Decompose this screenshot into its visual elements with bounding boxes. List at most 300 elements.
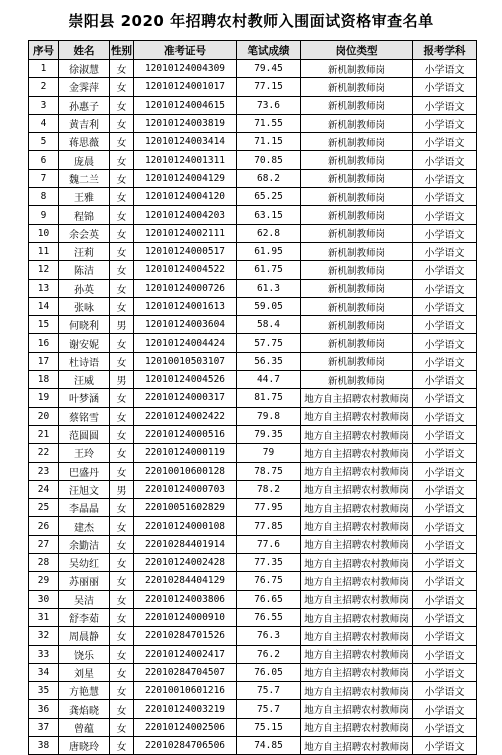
cell-post: 新机制教师岗 <box>301 242 413 260</box>
cell-subject: 小学语文 <box>413 590 477 608</box>
cell-score: 61.3 <box>237 279 301 297</box>
cell-seq: 31 <box>29 608 59 626</box>
header-row <box>29 41 477 60</box>
cell-score: 81.75 <box>237 389 301 407</box>
table-row <box>29 700 477 718</box>
cell-post: 地方自主招聘农村教师岗 <box>301 480 413 498</box>
cell-seq: 15 <box>29 316 59 334</box>
cell-ticket: 22010124002422 <box>134 407 237 425</box>
cell-score: 79.35 <box>237 425 301 443</box>
cell-name: 王雅 <box>59 188 110 206</box>
cell-score: 73.6 <box>237 96 301 114</box>
cell-seq: 30 <box>29 590 59 608</box>
cell-post: 地方自主招聘农村教师岗 <box>301 572 413 590</box>
cell-seq: 16 <box>29 334 59 352</box>
cell-seq: 11 <box>29 242 59 260</box>
cell-gender: 女 <box>110 590 134 608</box>
cell-seq: 32 <box>29 627 59 645</box>
cell-score: 61.95 <box>237 242 301 260</box>
cell-seq: 17 <box>29 352 59 370</box>
cell-subject: 小学语文 <box>413 444 477 462</box>
cell-ticket: 22010284706506 <box>134 736 237 754</box>
table-body <box>29 60 477 755</box>
cell-post: 地方自主招聘农村教师岗 <box>301 736 413 754</box>
cell-gender: 女 <box>110 133 134 151</box>
cell-subject: 小学语文 <box>413 389 477 407</box>
cell-ticket: 22010124000910 <box>134 608 237 626</box>
cell-gender: 女 <box>110 407 134 425</box>
cell-seq: 14 <box>29 297 59 315</box>
cell-name: 刘星 <box>59 663 110 681</box>
cell-gender: 女 <box>110 297 134 315</box>
cell-post: 地方自主招聘农村教师岗 <box>301 718 413 736</box>
cell-score: 75.15 <box>237 718 301 736</box>
table-row <box>29 261 477 279</box>
cell-score: 59.05 <box>237 297 301 315</box>
cell-score: 74.85 <box>237 736 301 754</box>
cell-post: 新机制教师岗 <box>301 96 413 114</box>
table-row <box>29 224 477 242</box>
cell-post: 新机制教师岗 <box>301 371 413 389</box>
cell-subject: 小学语文 <box>413 627 477 645</box>
cell-seq: 37 <box>29 718 59 736</box>
cell-seq: 6 <box>29 151 59 169</box>
cell-name: 舒李茹 <box>59 608 110 626</box>
cell-seq: 19 <box>29 389 59 407</box>
cell-gender: 女 <box>110 444 134 462</box>
cell-gender: 女 <box>110 627 134 645</box>
cell-score: 61.75 <box>237 261 301 279</box>
cell-seq: 36 <box>29 700 59 718</box>
cell-gender: 女 <box>110 462 134 480</box>
cell-gender: 女 <box>110 224 134 242</box>
cell-post: 新机制教师岗 <box>301 261 413 279</box>
cell-subject: 小学语文 <box>413 261 477 279</box>
cell-post: 地方自主招聘农村教师岗 <box>301 663 413 681</box>
cell-ticket: 12010124000726 <box>134 279 237 297</box>
table-row <box>29 242 477 260</box>
cell-gender: 男 <box>110 480 134 498</box>
cell-post: 地方自主招聘农村教师岗 <box>301 462 413 480</box>
cell-ticket: 12010124004522 <box>134 261 237 279</box>
cell-name: 孙惠子 <box>59 96 110 114</box>
cell-ticket: 22010124002428 <box>134 554 237 572</box>
cell-ticket: 12010010503107 <box>134 352 237 370</box>
cell-post: 新机制教师岗 <box>301 188 413 206</box>
header-gender: 性别 <box>110 41 134 60</box>
cell-ticket: 12010124004309 <box>134 60 237 78</box>
cell-score: 76.65 <box>237 590 301 608</box>
table-row <box>29 663 477 681</box>
cell-score: 57.75 <box>237 334 301 352</box>
cell-name: 徐淑慧 <box>59 60 110 78</box>
cell-ticket: 12010124001613 <box>134 297 237 315</box>
cell-ticket: 12010124004129 <box>134 169 237 187</box>
cell-name: 余会英 <box>59 224 110 242</box>
table-row <box>29 645 477 663</box>
cell-subject: 小学语文 <box>413 371 477 389</box>
cell-score: 79.8 <box>237 407 301 425</box>
cell-seq: 2 <box>29 78 59 96</box>
cell-gender: 女 <box>110 279 134 297</box>
cell-seq: 8 <box>29 188 59 206</box>
cell-name: 范圆圆 <box>59 425 110 443</box>
cell-ticket: 12010124003414 <box>134 133 237 151</box>
cell-name: 周晨静 <box>59 627 110 645</box>
cell-subject: 小学语文 <box>413 242 477 260</box>
table-row <box>29 499 477 517</box>
cell-name: 李晶晶 <box>59 499 110 517</box>
table-row <box>29 96 477 114</box>
cell-score: 77.85 <box>237 517 301 535</box>
cell-subject: 小学语文 <box>413 188 477 206</box>
header-name: 姓名 <box>59 41 110 60</box>
table-row <box>29 736 477 754</box>
cell-score: 75.7 <box>237 700 301 718</box>
cell-name: 唐晓玲 <box>59 736 110 754</box>
cell-ticket: 22010124003806 <box>134 590 237 608</box>
cell-seq: 34 <box>29 663 59 681</box>
table-row <box>29 572 477 590</box>
cell-name: 巴盛丹 <box>59 462 110 480</box>
cell-name: 陈洁 <box>59 261 110 279</box>
cell-score: 77.15 <box>237 78 301 96</box>
cell-score: 77.6 <box>237 535 301 553</box>
cell-subject: 小学语文 <box>413 169 477 187</box>
cell-name: 吴幼红 <box>59 554 110 572</box>
cell-ticket: 22010124002417 <box>134 645 237 663</box>
cell-name: 庞晨 <box>59 151 110 169</box>
page-title: 崇阳县 2020 年招聘农村教师入围面试资格审查名单 <box>68 12 434 30</box>
cell-gender: 女 <box>110 535 134 553</box>
cell-ticket: 12010124001311 <box>134 151 237 169</box>
table-row <box>29 169 477 187</box>
cell-gender: 女 <box>110 151 134 169</box>
cell-seq: 27 <box>29 535 59 553</box>
cell-gender: 女 <box>110 499 134 517</box>
cell-subject: 小学语文 <box>413 60 477 78</box>
cell-gender: 女 <box>110 718 134 736</box>
cell-subject: 小学语文 <box>413 279 477 297</box>
cell-post: 地方自主招聘农村教师岗 <box>301 554 413 572</box>
cell-post: 地方自主招聘农村教师岗 <box>301 700 413 718</box>
cell-name: 建杰 <box>59 517 110 535</box>
cell-subject: 小学语文 <box>413 407 477 425</box>
cell-subject: 小学语文 <box>413 572 477 590</box>
cell-seq: 1 <box>29 60 59 78</box>
table-row <box>29 444 477 462</box>
table-row <box>29 78 477 96</box>
cell-score: 56.35 <box>237 352 301 370</box>
cell-name: 魏二兰 <box>59 169 110 187</box>
cell-ticket: 22010124002506 <box>134 718 237 736</box>
cell-name: 汪威 <box>59 371 110 389</box>
cell-gender: 女 <box>110 572 134 590</box>
cell-post: 地方自主招聘农村教师岗 <box>301 682 413 700</box>
cell-subject: 小学语文 <box>413 608 477 626</box>
cell-post: 地方自主招聘农村教师岗 <box>301 389 413 407</box>
cell-name: 龚焰晓 <box>59 700 110 718</box>
table-row <box>29 535 477 553</box>
cell-seq: 9 <box>29 206 59 224</box>
table-row <box>29 334 477 352</box>
cell-name: 孙英 <box>59 279 110 297</box>
cell-gender: 女 <box>110 114 134 132</box>
cell-subject: 小学语文 <box>413 736 477 754</box>
cell-ticket: 22010284404129 <box>134 572 237 590</box>
cell-gender: 女 <box>110 352 134 370</box>
cell-ticket: 12010124004424 <box>134 334 237 352</box>
table-row <box>29 554 477 572</box>
cell-post: 新机制教师岗 <box>301 334 413 352</box>
cell-ticket: 22010284704507 <box>134 663 237 681</box>
cell-post: 新机制教师岗 <box>301 114 413 132</box>
cell-post: 地方自主招聘农村教师岗 <box>301 425 413 443</box>
cell-score: 77.35 <box>237 554 301 572</box>
table-row <box>29 718 477 736</box>
cell-gender: 女 <box>110 188 134 206</box>
cell-subject: 小学语文 <box>413 425 477 443</box>
cell-post: 地方自主招聘农村教师岗 <box>301 608 413 626</box>
cell-seq: 38 <box>29 736 59 754</box>
cell-subject: 小学语文 <box>413 480 477 498</box>
cell-name: 程锦 <box>59 206 110 224</box>
cell-subject: 小学语文 <box>413 224 477 242</box>
cell-gender: 女 <box>110 645 134 663</box>
cell-ticket: 22010010600128 <box>134 462 237 480</box>
cell-post: 新机制教师岗 <box>301 60 413 78</box>
cell-seq: 3 <box>29 96 59 114</box>
cell-ticket: 12010124004526 <box>134 371 237 389</box>
cell-ticket: 12010124001017 <box>134 78 237 96</box>
cell-subject: 小学语文 <box>413 700 477 718</box>
table-row <box>29 151 477 169</box>
cell-subject: 小学语文 <box>413 352 477 370</box>
cell-seq: 24 <box>29 480 59 498</box>
table-row <box>29 627 477 645</box>
table-row <box>29 279 477 297</box>
cell-seq: 26 <box>29 517 59 535</box>
cell-ticket: 22010284701526 <box>134 627 237 645</box>
cell-subject: 小学语文 <box>413 133 477 151</box>
cell-name: 吴洁 <box>59 590 110 608</box>
table-row <box>29 371 477 389</box>
cell-ticket: 12010124002111 <box>134 224 237 242</box>
cell-ticket: 22010124003219 <box>134 700 237 718</box>
cell-subject: 小学语文 <box>413 682 477 700</box>
cell-name: 余勤洁 <box>59 535 110 553</box>
cell-post: 地方自主招聘农村教师岗 <box>301 535 413 553</box>
cell-seq: 29 <box>29 572 59 590</box>
cell-seq: 21 <box>29 425 59 443</box>
table-row <box>29 206 477 224</box>
table-row <box>29 590 477 608</box>
cell-seq: 13 <box>29 279 59 297</box>
cell-ticket: 12010124004615 <box>134 96 237 114</box>
cell-score: 44.7 <box>237 371 301 389</box>
cell-ticket: 22010051602829 <box>134 499 237 517</box>
cell-post: 地方自主招聘农村教师岗 <box>301 627 413 645</box>
cell-score: 77.95 <box>237 499 301 517</box>
candidate-table <box>28 40 477 755</box>
cell-subject: 小学语文 <box>413 316 477 334</box>
cell-seq: 25 <box>29 499 59 517</box>
cell-post: 新机制教师岗 <box>301 169 413 187</box>
cell-gender: 女 <box>110 242 134 260</box>
cell-subject: 小学语文 <box>413 114 477 132</box>
cell-name: 杜诗语 <box>59 352 110 370</box>
cell-ticket: 22010124000108 <box>134 517 237 535</box>
cell-name: 叶梦涵 <box>59 389 110 407</box>
cell-gender: 女 <box>110 206 134 224</box>
cell-gender: 女 <box>110 736 134 754</box>
cell-seq: 5 <box>29 133 59 151</box>
table-row <box>29 517 477 535</box>
cell-seq: 12 <box>29 261 59 279</box>
cell-gender: 女 <box>110 334 134 352</box>
cell-subject: 小学语文 <box>413 718 477 736</box>
cell-ticket: 22010010601216 <box>134 682 237 700</box>
cell-seq: 22 <box>29 444 59 462</box>
cell-gender: 女 <box>110 60 134 78</box>
cell-gender: 女 <box>110 425 134 443</box>
table-row <box>29 133 477 151</box>
cell-score: 76.05 <box>237 663 301 681</box>
cell-name: 蒋思薇 <box>59 133 110 151</box>
cell-score: 63.15 <box>237 206 301 224</box>
cell-name: 汪旭文 <box>59 480 110 498</box>
cell-score: 78.75 <box>237 462 301 480</box>
cell-name: 苏丽丽 <box>59 572 110 590</box>
cell-subject: 小学语文 <box>413 297 477 315</box>
header-seq: 序号 <box>29 41 59 60</box>
cell-subject: 小学语文 <box>413 206 477 224</box>
cell-subject: 小学语文 <box>413 78 477 96</box>
cell-ticket: 12010124004203 <box>134 206 237 224</box>
header-subject: 报考学科 <box>413 41 477 60</box>
cell-score: 58.4 <box>237 316 301 334</box>
cell-subject: 小学语文 <box>413 334 477 352</box>
cell-name: 方艳慧 <box>59 682 110 700</box>
cell-name: 曾蕴 <box>59 718 110 736</box>
cell-score: 71.15 <box>237 133 301 151</box>
table-row <box>29 462 477 480</box>
cell-ticket: 22010124000516 <box>134 425 237 443</box>
cell-post: 地方自主招聘农村教师岗 <box>301 444 413 462</box>
cell-post: 新机制教师岗 <box>301 78 413 96</box>
table-row <box>29 352 477 370</box>
cell-score: 79.45 <box>237 60 301 78</box>
table-row <box>29 425 477 443</box>
cell-post: 新机制教师岗 <box>301 224 413 242</box>
header-post: 岗位类型 <box>301 41 413 60</box>
table-row <box>29 608 477 626</box>
cell-ticket: 12010124003819 <box>134 114 237 132</box>
cell-ticket: 22010284401914 <box>134 535 237 553</box>
cell-ticket: 22010124000317 <box>134 389 237 407</box>
cell-post: 新机制教师岗 <box>301 133 413 151</box>
cell-seq: 10 <box>29 224 59 242</box>
cell-name: 谢安妮 <box>59 334 110 352</box>
cell-gender: 女 <box>110 663 134 681</box>
cell-name: 蔡铭雪 <box>59 407 110 425</box>
cell-seq: 7 <box>29 169 59 187</box>
cell-seq: 23 <box>29 462 59 480</box>
table-row <box>29 480 477 498</box>
cell-subject: 小学语文 <box>413 663 477 681</box>
cell-seq: 35 <box>29 682 59 700</box>
cell-post: 地方自主招聘农村教师岗 <box>301 645 413 663</box>
cell-name: 金霁萍 <box>59 78 110 96</box>
cell-gender: 女 <box>110 608 134 626</box>
cell-gender: 女 <box>110 682 134 700</box>
cell-ticket: 22010124000119 <box>134 444 237 462</box>
cell-post: 新机制教师岗 <box>301 297 413 315</box>
cell-name: 王玲 <box>59 444 110 462</box>
cell-score: 78.2 <box>237 480 301 498</box>
table-row <box>29 297 477 315</box>
table-row <box>29 682 477 700</box>
cell-post: 新机制教师岗 <box>301 151 413 169</box>
cell-subject: 小学语文 <box>413 645 477 663</box>
cell-name: 黄吉利 <box>59 114 110 132</box>
cell-subject: 小学语文 <box>413 554 477 572</box>
cell-score: 70.85 <box>237 151 301 169</box>
cell-gender: 女 <box>110 261 134 279</box>
cell-name: 何晓利 <box>59 316 110 334</box>
cell-score: 76.55 <box>237 608 301 626</box>
cell-score: 71.55 <box>237 114 301 132</box>
cell-post: 地方自主招聘农村教师岗 <box>301 517 413 535</box>
cell-ticket: 12010124000517 <box>134 242 237 260</box>
table-row <box>29 316 477 334</box>
table-row <box>29 114 477 132</box>
cell-seq: 18 <box>29 371 59 389</box>
cell-post: 地方自主招聘农村教师岗 <box>301 590 413 608</box>
cell-gender: 女 <box>110 700 134 718</box>
cell-gender: 女 <box>110 517 134 535</box>
header-score: 笔试成绩 <box>237 41 301 60</box>
cell-seq: 4 <box>29 114 59 132</box>
table-row <box>29 188 477 206</box>
cell-post: 地方自主招聘农村教师岗 <box>301 407 413 425</box>
cell-gender: 男 <box>110 316 134 334</box>
cell-post: 新机制教师岗 <box>301 352 413 370</box>
cell-ticket: 12010124004120 <box>134 188 237 206</box>
table-row <box>29 389 477 407</box>
header-ticket: 准考证号 <box>134 41 237 60</box>
cell-gender: 男 <box>110 371 134 389</box>
cell-post: 地方自主招聘农村教师岗 <box>301 499 413 517</box>
cell-name: 汪莉 <box>59 242 110 260</box>
cell-score: 68.2 <box>237 169 301 187</box>
table-row <box>29 60 477 78</box>
cell-subject: 小学语文 <box>413 151 477 169</box>
cell-seq: 33 <box>29 645 59 663</box>
cell-gender: 女 <box>110 169 134 187</box>
cell-score: 65.25 <box>237 188 301 206</box>
cell-post: 新机制教师岗 <box>301 279 413 297</box>
cell-ticket: 22010124000703 <box>134 480 237 498</box>
cell-score: 75.7 <box>237 682 301 700</box>
cell-score: 76.75 <box>237 572 301 590</box>
cell-subject: 小学语文 <box>413 517 477 535</box>
cell-subject: 小学语文 <box>413 96 477 114</box>
cell-gender: 女 <box>110 554 134 572</box>
cell-score: 76.3 <box>237 627 301 645</box>
cell-seq: 20 <box>29 407 59 425</box>
cell-seq: 28 <box>29 554 59 572</box>
